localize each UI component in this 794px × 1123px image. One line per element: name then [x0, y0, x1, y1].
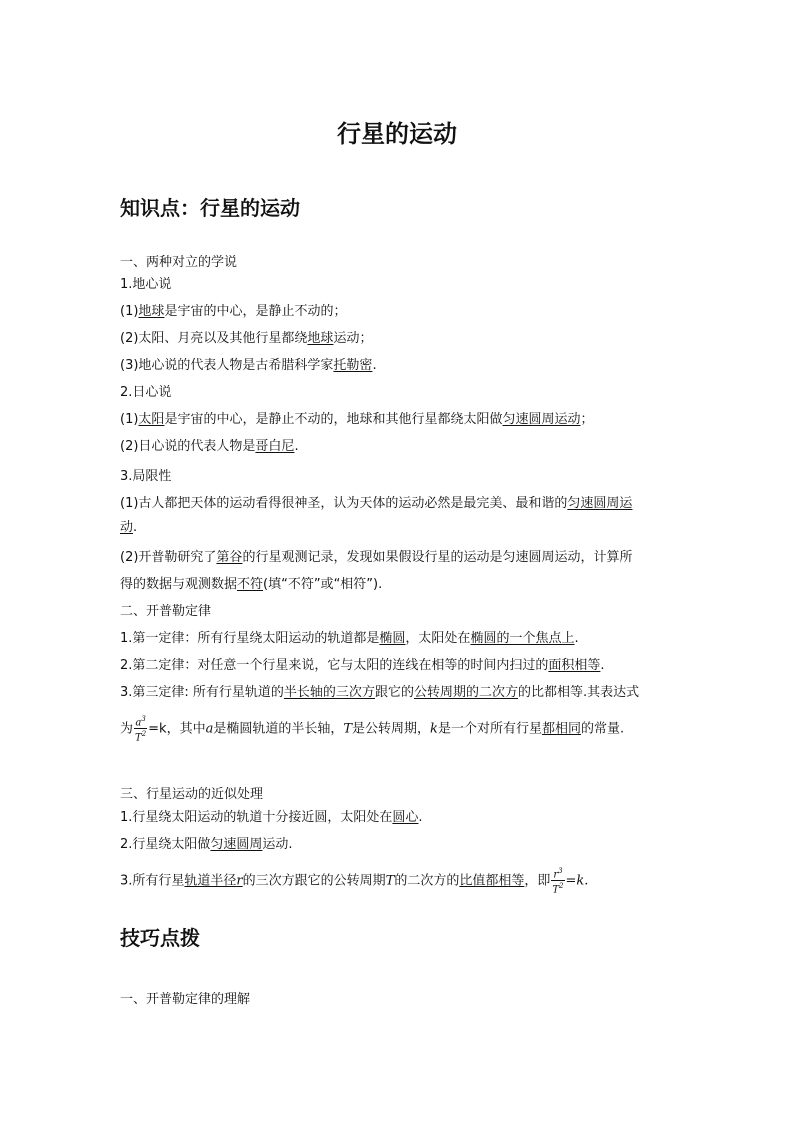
section-heading-knowledge: 知识点：行星的运动 — [120, 196, 300, 220]
approx-3: 3.所有行星轨道半径r的三次方跟它的公转周期T的二次方的比值都相等，即 $\frac{r^3}{T^2}$ =k. — [120, 867, 589, 896]
tips-part1-title: 一、开普勒定律的理解 — [120, 992, 251, 1007]
approx-2: 2.行星绕太阳做匀速圆周运动. — [120, 837, 293, 852]
law-3a: 3.第三定律: 所有行星轨道的半长轴的三次方跟它的公转周期的二次方的比都相等.其表达式 — [120, 685, 640, 700]
limit-title: 3.局限性 — [120, 469, 172, 484]
page-title: 行星的运动 — [337, 120, 457, 148]
approx-1: 1.行星绕太阳运动的轨道十分接近圆，太阳处在圆心. — [120, 810, 423, 825]
limit-line-1b: 动. — [120, 520, 138, 535]
part2-title: 二、开普勒定律 — [120, 604, 212, 619]
law-3b: 为 $\frac{a^3}{T^2}$ =k，其中a是椭圆轨道的半长轴，T是公转周期，k是一个对所有行星都相同的常量. — [120, 715, 625, 744]
geo-line-1: (1)地球是宇宙的中心，是静止不动的； — [120, 304, 347, 319]
fraction-a3-over-t2: $\frac{a^3}{T^2}$ — [135, 715, 147, 744]
geo-title: 1.地心说 — [120, 277, 172, 292]
part1-title: 一、两种对立的学说 — [120, 255, 238, 270]
helio-title: 2.日心说 — [120, 385, 172, 400]
limit-line-1a: (1)古人都把天体的运动看得很神圣，认为天体的运动必然是最完美、最和谐的匀速圆周运 — [120, 496, 633, 511]
helio-line-1: (1)太阳是宇宙的中心，是静止不动的，地球和其他行星都绕太阳做匀速圆周运动； — [120, 412, 594, 427]
limit-line-2a: (2)开普勒研究了第谷的行星观测记录，发现如果假设行星的运动是匀速圆周运动，计算所 — [120, 550, 633, 565]
part3-title: 三、行星运动的近似处理 — [120, 787, 264, 802]
geo-line-3: (3)地心说的代表人物是古希腊科学家托勒密. — [120, 358, 377, 373]
geo-line-2: (2)太阳、月亮以及其他行星都绕地球运动； — [120, 331, 373, 346]
helio-line-2: (2)日心说的代表人物是哥白尼. — [120, 439, 299, 454]
law-2: 2.第二定律：对任意一个行星来说，它与太阳的连线在相等的时间内扫过的面积相等. — [120, 658, 605, 673]
fraction-r3-over-t2: $\frac{r^3}{T^2}$ — [552, 867, 564, 896]
law-1: 1.第一定律：所有行星绕太阳运动的轨道都是椭圆，太阳处在椭圆的一个焦点上. — [120, 631, 579, 646]
section-heading-tips: 技巧点拨 — [120, 926, 200, 950]
limit-line-2b: 得的数据与观测数据不符(填“不符”或“相符”). — [120, 577, 383, 592]
